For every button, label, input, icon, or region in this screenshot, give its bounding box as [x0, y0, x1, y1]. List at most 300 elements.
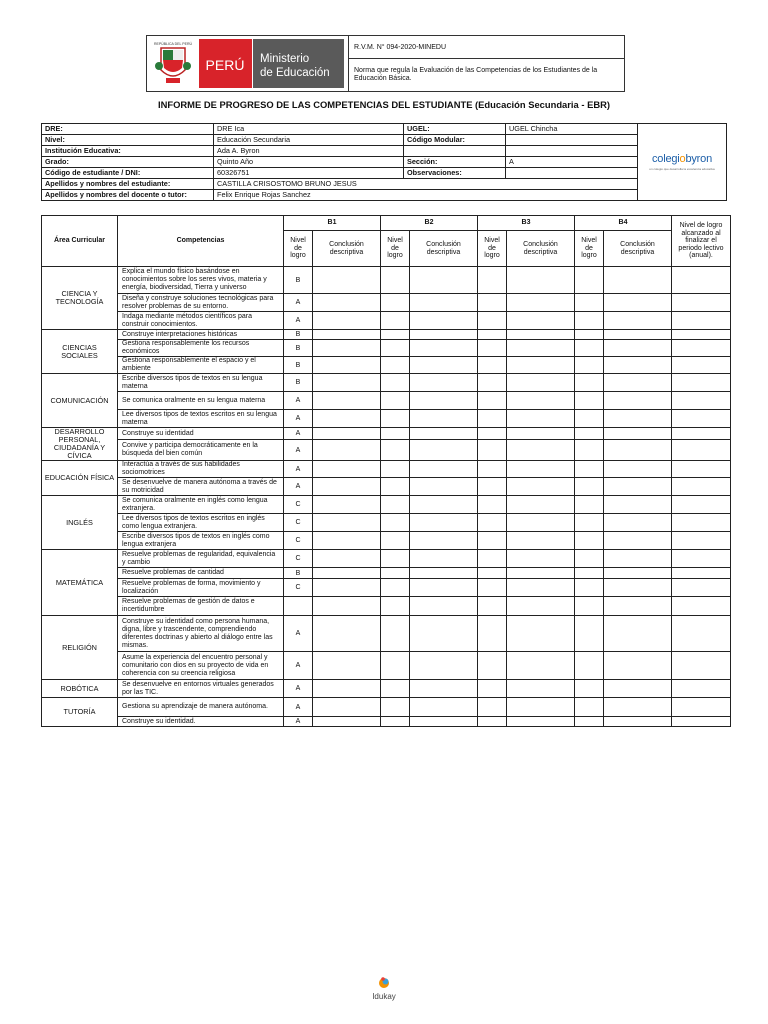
svg-text:REPÚBLICA DEL PERÚ: REPÚBLICA DEL PERÚ — [154, 42, 192, 46]
level-cell — [478, 496, 507, 514]
conclusion-cell — [410, 616, 478, 652]
conclusion-cell — [604, 496, 672, 514]
level-cell — [381, 312, 410, 330]
level-cell — [575, 410, 604, 428]
nivel-header: Nivel de logro — [575, 231, 604, 267]
level-cell — [575, 579, 604, 597]
conclusion-cell — [604, 568, 672, 579]
codigo-value: 60326751 — [214, 168, 404, 179]
conclusion-cell — [604, 440, 672, 461]
level-cell — [672, 340, 731, 357]
b1-header: B1 — [284, 216, 381, 231]
ugel-value: UGEL Chincha — [506, 124, 638, 135]
dre-label: DRE: — [42, 124, 214, 135]
competency-text: Construye interpretaciones históricas — [118, 330, 284, 340]
conclusion-cell — [410, 340, 478, 357]
area-name: COMUNICACIÓN — [42, 374, 118, 428]
table-row — [42, 652, 731, 680]
competency-text: Se comunica oralmente en inglés como lengua extranjera. — [118, 496, 284, 514]
conclusion-cell — [604, 374, 672, 392]
table-row — [42, 428, 731, 440]
conclusion-cell — [313, 294, 381, 312]
b1-level: A — [284, 440, 313, 461]
ministry-line2: de Educación — [260, 67, 330, 79]
conclusion-cell — [604, 357, 672, 374]
level-cell — [478, 478, 507, 496]
conclusion-cell — [313, 550, 381, 568]
level-cell — [672, 532, 731, 550]
b1-level: A — [284, 410, 313, 428]
level-cell — [575, 496, 604, 514]
conclusion-header: Conclusión descriptiva — [507, 231, 575, 267]
report-title: INFORME DE PROGRESO DE LAS COMPETENCIAS DEL ESTUDIANTE (Educación Secundaria - EBR) — [158, 99, 610, 110]
b1-level: B — [284, 340, 313, 357]
level-cell — [381, 616, 410, 652]
competency-text: Se desenvuelve en entornos virtuales generados por las TIC. — [118, 680, 284, 698]
student-info-table — [41, 123, 727, 201]
competency-text: Se comunica oralmente en su lengua materna — [118, 392, 284, 410]
level-cell — [672, 680, 731, 698]
level-cell — [672, 294, 731, 312]
conclusion-cell — [410, 392, 478, 410]
conclusion-cell — [313, 717, 381, 727]
table-row — [42, 340, 731, 357]
conclusion-cell — [604, 478, 672, 496]
level-cell — [478, 410, 507, 428]
conclusion-cell — [507, 461, 575, 478]
level-cell — [575, 616, 604, 652]
level-cell — [478, 717, 507, 727]
b4-header: B4 — [575, 216, 672, 231]
competencies-body — [42, 267, 731, 727]
competency-text: Indaga mediante métodos científicos para construir conocimientos. — [118, 312, 284, 330]
level-cell — [672, 496, 731, 514]
conclusion-cell — [507, 514, 575, 532]
comp-header: Competencias — [118, 216, 284, 267]
conclusion-cell — [507, 267, 575, 294]
conclusion-cell — [507, 374, 575, 392]
level-cell — [672, 568, 731, 579]
conclusion-cell — [604, 717, 672, 727]
table-row — [42, 461, 731, 478]
peru-wordmark: PERÚ — [205, 57, 245, 73]
level-cell — [575, 357, 604, 374]
area-name: MATEMÁTICA — [42, 550, 118, 616]
level-cell — [575, 698, 604, 717]
level-cell — [672, 579, 731, 597]
level-cell — [672, 652, 731, 680]
conclusion-cell — [604, 550, 672, 568]
level-cell — [672, 267, 731, 294]
conclusion-cell — [507, 597, 575, 616]
table-row — [42, 717, 731, 727]
conclusion-cell — [507, 410, 575, 428]
area-name: DESARROLLO PERSONAL, CIUDADANÍA Y CÍVICA — [42, 428, 118, 461]
conclusion-cell — [313, 312, 381, 330]
table-row — [42, 698, 731, 717]
conclusion-cell — [410, 568, 478, 579]
conclusion-cell — [507, 340, 575, 357]
conclusion-cell — [507, 550, 575, 568]
level-cell — [575, 461, 604, 478]
conclusion-cell — [604, 532, 672, 550]
competency-text: Construye su identidad. — [118, 717, 284, 727]
conclusion-cell — [507, 680, 575, 698]
level-cell — [381, 410, 410, 428]
conclusion-cell — [604, 597, 672, 616]
area-header: Área Curricular — [42, 216, 118, 267]
level-cell — [381, 428, 410, 440]
level-cell — [478, 550, 507, 568]
level-cell — [478, 357, 507, 374]
b1-level: A — [284, 461, 313, 478]
b3-header: B3 — [478, 216, 575, 231]
competency-text: Lee diversos tipos de textos escritos en su lengua materna — [118, 410, 284, 428]
level-cell — [672, 312, 731, 330]
conclusion-cell — [410, 357, 478, 374]
area-name: CIENCIA Y TECNOLOGÍA — [42, 267, 118, 330]
level-cell — [672, 698, 731, 717]
level-cell — [381, 532, 410, 550]
estudiante-label: Apellidos y nombres del estudiante: — [42, 179, 214, 190]
table-row — [42, 410, 731, 428]
conclusion-cell — [604, 698, 672, 717]
table-row — [42, 357, 731, 374]
conclusion-cell — [410, 680, 478, 698]
conclusion-cell — [604, 514, 672, 532]
conclusion-cell — [313, 680, 381, 698]
level-cell — [381, 330, 410, 340]
conclusion-cell — [410, 374, 478, 392]
table-row — [42, 597, 731, 616]
b1-level — [284, 597, 313, 616]
level-cell — [381, 392, 410, 410]
level-cell — [381, 496, 410, 514]
conclusion-cell — [410, 550, 478, 568]
ie-value: Ada A. Byron — [214, 146, 404, 157]
conclusion-cell — [604, 428, 672, 440]
level-cell — [672, 374, 731, 392]
competency-text: Convive y participa democráticamente en la búsqueda del bien común — [118, 440, 284, 461]
conclusion-cell — [410, 428, 478, 440]
competency-text: Gestiona su aprendizaje de manera autónoma. — [118, 698, 284, 717]
conclusion-cell — [604, 312, 672, 330]
rvm-text: R.V.M. N° 094-2020-MINEDU — [349, 36, 625, 59]
competency-text: Resuelve problemas de regularidad, equivalencia y cambio — [118, 550, 284, 568]
level-cell — [381, 267, 410, 294]
area-name: ROBÓTICA — [42, 680, 118, 698]
conclusion-cell — [604, 294, 672, 312]
conclusion-cell — [507, 428, 575, 440]
conclusion-cell — [410, 496, 478, 514]
b1-level: B — [284, 374, 313, 392]
conclusion-cell — [313, 652, 381, 680]
b1-level: A — [284, 616, 313, 652]
conclusion-cell — [410, 717, 478, 727]
table-row — [42, 579, 731, 597]
b1-level: A — [284, 652, 313, 680]
conclusion-cell — [604, 410, 672, 428]
conclusion-cell — [313, 428, 381, 440]
level-cell — [478, 440, 507, 461]
level-cell — [672, 514, 731, 532]
conclusion-cell — [410, 514, 478, 532]
competency-text: Gestiona responsablemente el espacio y el ambiente — [118, 357, 284, 374]
docente-label: Apellidos y nombres del docente o tutor: — [42, 190, 214, 201]
idukay-icon — [376, 974, 392, 990]
level-cell — [381, 357, 410, 374]
level-cell — [478, 461, 507, 478]
level-cell — [478, 616, 507, 652]
conclusion-cell — [507, 496, 575, 514]
conclusion-cell — [507, 392, 575, 410]
conclusion-cell — [507, 330, 575, 340]
seccion-value: A — [506, 157, 638, 168]
conclusion-cell — [507, 652, 575, 680]
level-cell — [478, 514, 507, 532]
conclusion-cell — [507, 440, 575, 461]
conclusion-cell — [410, 461, 478, 478]
level-cell — [672, 392, 731, 410]
level-cell — [575, 294, 604, 312]
competency-text: Resuelve problemas de forma, movimiento y localización — [118, 579, 284, 597]
level-cell — [478, 428, 507, 440]
conclusion-cell — [313, 267, 381, 294]
competency-text: Construye su identidad — [118, 428, 284, 440]
b1-level: B — [284, 330, 313, 340]
table-row — [42, 330, 731, 340]
level-cell — [575, 514, 604, 532]
school-tagline: un colegio que desarrolla la excelencia educativa — [649, 166, 715, 171]
level-cell — [478, 330, 507, 340]
conclusion-cell — [507, 312, 575, 330]
idukay-logo — [364, 974, 404, 1001]
conclusion-cell — [313, 698, 381, 717]
level-cell — [478, 532, 507, 550]
area-name: INGLÉS — [42, 496, 118, 550]
table-row — [42, 568, 731, 579]
table-row — [42, 294, 731, 312]
ie-label: Institución Educativa: — [42, 146, 214, 157]
final-level-header: Nivel de logro alcanzado al finalizar el periodo lectivo (anual). — [672, 216, 731, 267]
table-row — [42, 374, 731, 392]
nivel-header: Nivel de logro — [478, 231, 507, 267]
minedu-logo — [147, 36, 347, 91]
b1-level: A — [284, 698, 313, 717]
competency-text: Resuelve problemas de cantidad — [118, 568, 284, 579]
conclusion-cell — [507, 478, 575, 496]
competency-text: Diseña y construye soluciones tecnológicas para resolver problemas de su entorno. — [118, 294, 284, 312]
competency-text: Explica el mundo físico basándose en conocimientos sobre los seres vivos, materia y energía, biodiversidad, Tierra y universo — [118, 267, 284, 294]
table-row — [42, 496, 731, 514]
b2-header: B2 — [381, 216, 478, 231]
b1-level: C — [284, 496, 313, 514]
b1-level: C — [284, 532, 313, 550]
codmod-value — [506, 135, 638, 146]
conclusion-cell — [604, 267, 672, 294]
level-cell — [672, 330, 731, 340]
obs-label: Observaciones: — [404, 168, 506, 179]
conclusion-cell — [410, 330, 478, 340]
level-cell — [575, 312, 604, 330]
conclusion-cell — [313, 440, 381, 461]
level-cell — [381, 680, 410, 698]
conclusion-cell — [410, 312, 478, 330]
conclusion-cell — [507, 698, 575, 717]
table-row — [42, 514, 731, 532]
conclusion-cell — [507, 579, 575, 597]
conclusion-cell — [410, 698, 478, 717]
b1-level: C — [284, 579, 313, 597]
conclusion-cell — [313, 579, 381, 597]
estudiante-value: CASTILLA CRISOSTOMO BRUNO JESUS — [214, 179, 638, 190]
b1-level: A — [284, 478, 313, 496]
competency-text: Escribe diversos tipos de textos en inglés como lengua extranjera — [118, 532, 284, 550]
codmod-label: Código Modular: — [404, 135, 506, 146]
conclusion-cell — [507, 532, 575, 550]
competency-text: Construye su identidad como persona humana, digna, libre y trascendente, comprendiendo diferentes doctrinas y abierto al diálogo entre las mismas. — [118, 616, 284, 652]
table-row — [42, 440, 731, 461]
conclusion-cell — [507, 294, 575, 312]
conclusion-cell — [410, 294, 478, 312]
conclusion-cell — [604, 340, 672, 357]
level-cell — [381, 568, 410, 579]
grado-value: Quinto Año — [214, 157, 404, 168]
level-cell — [381, 698, 410, 717]
level-cell — [672, 461, 731, 478]
table-row — [42, 680, 731, 698]
level-cell — [478, 698, 507, 717]
level-cell — [478, 652, 507, 680]
conclusion-cell — [604, 579, 672, 597]
area-name: EDUCACIÓN FÍSICA — [42, 461, 118, 496]
table-row — [42, 392, 731, 410]
competencies-table — [41, 215, 731, 727]
level-cell — [672, 357, 731, 374]
conclusion-cell — [604, 616, 672, 652]
conclusion-cell — [410, 267, 478, 294]
b1-level: A — [284, 312, 313, 330]
level-cell — [575, 428, 604, 440]
nivel-label: Nivel: — [42, 135, 214, 146]
school-logo: colegiobyron un colegio que desarrolla la excelencia educativa — [638, 124, 727, 201]
level-cell — [478, 340, 507, 357]
level-cell — [381, 652, 410, 680]
level-cell — [478, 568, 507, 579]
table-row — [42, 550, 731, 568]
conclusion-cell — [507, 357, 575, 374]
conclusion-cell — [313, 330, 381, 340]
level-cell — [478, 579, 507, 597]
level-cell — [381, 340, 410, 357]
level-cell — [575, 717, 604, 727]
level-cell — [478, 267, 507, 294]
b1-level: A — [284, 294, 313, 312]
level-cell — [575, 440, 604, 461]
level-cell — [381, 440, 410, 461]
b1-level: C — [284, 514, 313, 532]
level-cell — [575, 478, 604, 496]
conclusion-cell — [313, 532, 381, 550]
level-cell — [672, 616, 731, 652]
level-cell — [672, 717, 731, 727]
conclusion-cell — [410, 410, 478, 428]
level-cell — [478, 392, 507, 410]
regulation-box — [348, 36, 625, 91]
footer-brand: Idukay — [372, 992, 396, 1001]
conclusion-cell — [604, 392, 672, 410]
conclusion-cell — [313, 461, 381, 478]
level-cell — [575, 680, 604, 698]
b1-level: A — [284, 717, 313, 727]
table-row — [42, 532, 731, 550]
conclusion-cell — [313, 478, 381, 496]
nivel-header: Nivel de logro — [381, 231, 410, 267]
level-cell — [381, 461, 410, 478]
norm-text: Norma que regula la Evaluación de las Competencias de los Estudiantes de la Educación Básica. — [354, 67, 598, 82]
ugel-label: UGEL: — [404, 124, 506, 135]
table-row — [42, 312, 731, 330]
table-row — [42, 616, 731, 652]
level-cell — [672, 478, 731, 496]
b1-level: B — [284, 568, 313, 579]
level-cell — [478, 312, 507, 330]
table-row — [42, 267, 731, 294]
level-cell — [381, 374, 410, 392]
conclusion-header: Conclusión descriptiva — [410, 231, 478, 267]
b1-level: C — [284, 550, 313, 568]
level-cell — [478, 680, 507, 698]
level-cell — [575, 532, 604, 550]
conclusion-cell — [313, 568, 381, 579]
codigo-label: Código de estudiante / DNI: — [42, 168, 214, 179]
level-cell — [575, 550, 604, 568]
level-cell — [381, 717, 410, 727]
conclusion-header: Conclusión descriptiva — [313, 231, 381, 267]
area-name: CIENCIAS SOCIALES — [42, 330, 118, 374]
level-cell — [575, 652, 604, 680]
level-cell — [672, 440, 731, 461]
conclusion-cell — [604, 652, 672, 680]
obs-value — [506, 168, 638, 179]
level-cell — [575, 374, 604, 392]
level-cell — [672, 597, 731, 616]
level-cell — [381, 579, 410, 597]
conclusion-cell — [507, 616, 575, 652]
level-cell — [381, 514, 410, 532]
dre-value: DRE Ica — [214, 124, 404, 135]
conclusion-cell — [313, 496, 381, 514]
conclusion-cell — [313, 392, 381, 410]
table-row — [42, 478, 731, 496]
area-name: TUTORÍA — [42, 698, 118, 727]
seccion-label: Sección: — [404, 157, 506, 168]
b1-level: B — [284, 267, 313, 294]
conclusion-header: Conclusión descriptiva — [604, 231, 672, 267]
competency-text: Interactúa a través de sus habilidades sociomotrices — [118, 461, 284, 478]
level-cell — [478, 374, 507, 392]
conclusion-cell — [507, 717, 575, 727]
conclusion-cell — [313, 357, 381, 374]
conclusion-cell — [410, 597, 478, 616]
conclusion-cell — [313, 410, 381, 428]
b1-level: A — [284, 428, 313, 440]
nivel-header: Nivel de logro — [284, 231, 313, 267]
docente-value: Felix Enrique Rojas Sanchez — [214, 190, 638, 201]
level-cell — [575, 392, 604, 410]
conclusion-cell — [313, 374, 381, 392]
conclusion-cell — [313, 514, 381, 532]
